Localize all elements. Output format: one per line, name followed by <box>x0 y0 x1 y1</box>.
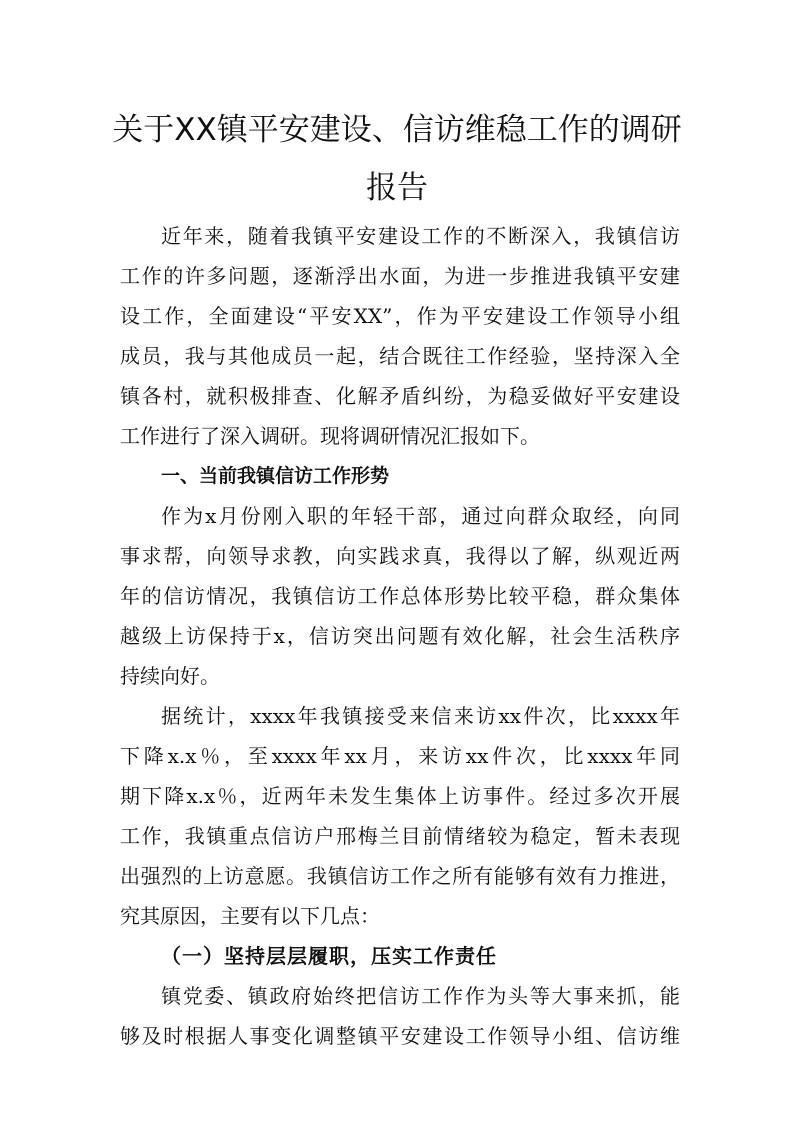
paragraph-1-line-2: 工作的许多问题，逐渐浮出水面，为进一步推进我镇平安建 <box>120 264 680 288</box>
paragraph-3-line-3: 期下降x.x％，近两年未发生集体上访事件。经过多次开展 <box>120 784 680 808</box>
document-title-line-2: 报告 <box>366 170 428 206</box>
paragraph-2-line-4: 越级上访保持于x，信访突出问题有效化解，社会生活秩序 <box>120 624 680 648</box>
paragraph-2-line-5: 持续向好。 <box>120 664 220 688</box>
paragraph-4-line-1: 镇党委、镇政府始终把信访工作作为头等大事来抓，能 <box>161 984 680 1008</box>
paragraph-3-line-4: 工作，我镇重点信访户邢梅兰目前情绪较为稳定，暂未表现 <box>120 824 680 848</box>
paragraph-3-line-6: 究其原因，主要有以下几点： <box>120 904 380 928</box>
section-heading-2: （一）坚持层层履职，压实工作责任 <box>161 944 497 968</box>
paragraph-3-line-5: 出强烈的上访意愿。我镇信访工作之所有能够有效有力推进， <box>120 864 680 888</box>
section-heading-1: 一、当前我镇信访工作形势 <box>161 465 390 487</box>
paragraph-2-line-1: 作为x月份刚入职的年轻干部，通过向群众取经，向同 <box>161 504 680 528</box>
paragraph-1-line-1: 近年来，随着我镇平安建设工作的不断深入，我镇信访 <box>161 224 680 248</box>
paragraph-1-line-4: 成员，我与其他成员一起，结合既往工作经验，坚持深入全 <box>120 344 680 368</box>
paragraph-2-line-2: 事求帮，向领导求教，向实践求真，我得以了解，纵观近两 <box>120 544 680 568</box>
paragraph-1-line-5: 镇各村，就积极排查、化解矛盾纠纷，为稳妥做好平安建设 <box>120 384 680 408</box>
paragraph-4-line-2: 够及时根据人事变化调整镇平安建设工作领导小组、信访维 <box>120 1024 680 1048</box>
paragraph-1-line-3: 设工作，全面建设“平安XX”，作为平安建设工作领导小组 <box>120 304 680 328</box>
paragraph-2-line-3: 年的信访情况，我镇信访工作总体形势比较平稳，群众集体 <box>120 584 680 608</box>
paragraph-1-line-6: 工作进行了深入调研。现将调研情况汇报如下。 <box>120 424 540 448</box>
paragraph-3-line-2: 下降x.x％，至xxxx年xx月，来访xx件次，比xxxx年同 <box>120 744 680 768</box>
paragraph-3-line-1: 据统计，xxxx年我镇接受来信来访xx件次，比xxxx年 <box>161 704 680 728</box>
document-title-line-1: 关于XX镇平安建设、信访维稳工作的调研 <box>112 112 682 148</box>
